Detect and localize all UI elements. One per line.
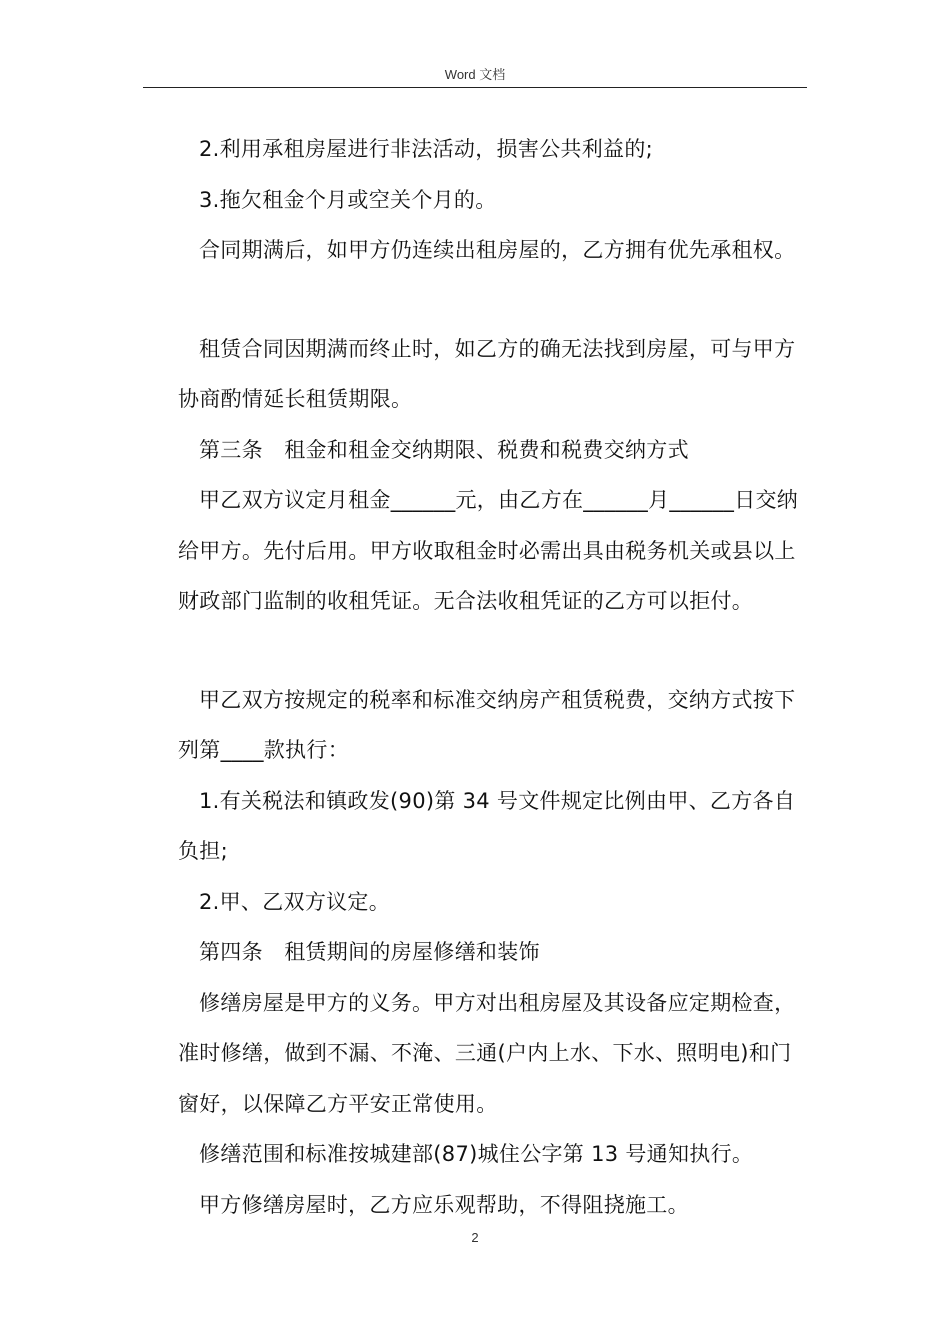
- article-heading: 第四条 租赁期间的房屋修缮和装饰: [199, 940, 540, 964]
- paragraph: 3.拖欠租金个月或空关个月的。: [199, 187, 497, 212]
- article-heading: 第三条 租金和租金交纳期限、税费和税费交纳方式: [199, 437, 689, 462]
- paragraph: 修缮房屋是甲方的义务。甲方对出租房屋及其设备应定期检查，准时修缮，做到不漏、不淹、三通(户内上水、下水、照明电)和门窗好，以保障乙方平安正常使用。: [178, 990, 796, 1116]
- paragraph-gap: [178, 627, 810, 675]
- paragraph: 2.利用承租房屋进行非法活动，损害公共利益的;: [199, 137, 654, 161]
- paragraph: 甲乙双方按规定的税率和标准交纳房产租赁税费，交纳方式按下列第____款执行：: [178, 687, 796, 762]
- page-header: Word 文档: [444, 67, 506, 82]
- paragraph: 租赁合同因期满而终止时，如乙方的确无法找到房屋，可与甲方协商酌情延长租赁期限。: [178, 336, 796, 411]
- header-divider: [143, 87, 807, 88]
- document-body: [178, 124, 810, 1230]
- paragraph: 合同期满后，如甲方仍连续出租房屋的，乙方拥有优先承租权。: [199, 238, 796, 262]
- paragraph-gap: [178, 276, 810, 324]
- page-number: 2: [471, 1230, 479, 1245]
- paragraph: 2.甲、乙双方议定。: [199, 889, 391, 914]
- paragraph: 甲乙双方议定月租金______元，由乙方在______月______日交纳给甲方。先付后用。甲方收取租金时必需出具由税务机关或县以上财政部门监制的收租凭证。无合法收租凭证的乙方可以拒付。: [178, 488, 799, 613]
- paragraph: 甲方修缮房屋时，乙方应乐观帮助，不得阻挠施工。: [199, 1192, 689, 1217]
- paragraph: 修缮范围和标准按城建部(87)城住公字第 13 号通知执行。: [199, 1142, 754, 1166]
- paragraph: 1.有关税法和镇政发(90)第 34 号文件规定比例由甲、乙方各自负担;: [178, 788, 796, 863]
